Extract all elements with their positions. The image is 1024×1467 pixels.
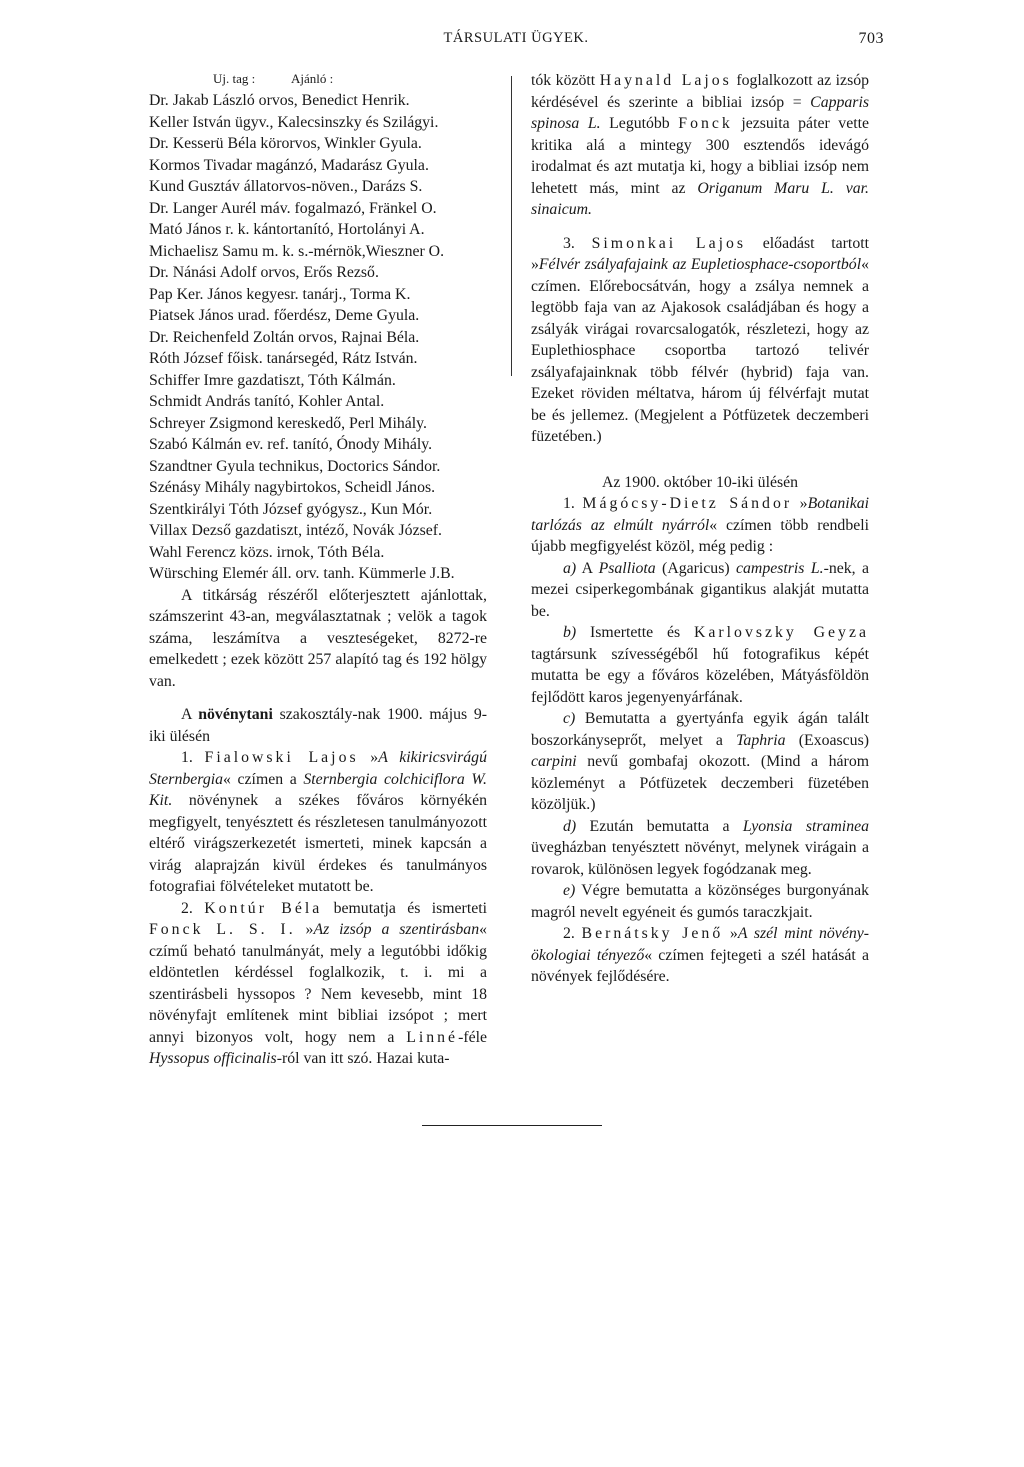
lecture-item-2: 2. Kontúr Béla bemutatja és ismerteti Fonck L. S. I. »Az izsóp a szentirásban« czímű beható tanulmányát, mely a legutóbbi időkig eldöntetlen kérdéssel foglalkozik, t. i. mi a szentirásbeli hyssopos ? Nem kevesebb, mint 18 növényfajt említenek mint bibliai izsópot ; mert annyi bizonyos volt, hogy nem a Linné-féle Hyssopus officinalis-ról van itt szó. Hazai kuta-	[149, 899, 487, 1067]
lecture-title: Félvér zsályafajaink az Eupletiosphace-csoportból	[538, 256, 862, 273]
speaker-name: Bernátsky Jenő	[581, 925, 724, 942]
column-divider	[511, 76, 512, 376]
recommender-heading: Ajánló :	[291, 71, 334, 86]
author-name: Linné	[406, 1028, 459, 1046]
speaker-name: Fialowski Lajos	[204, 749, 359, 766]
member-row: Kund Gusztáv állatorvos-növen., Darázs S.	[149, 178, 423, 195]
member-row: Wahl Ferencz közs. irnok, Tóth Béla.	[149, 543, 385, 561]
member-row: Dr. Langer Aurél máv. fogalmazó, Fränkel O.	[149, 199, 437, 217]
member-row: Szandtner Gyula technikus, Doctorics Sándor.	[149, 457, 441, 475]
species-name: Origanum Maru L. var. sinaicum.	[531, 179, 870, 218]
running-title: TÁRSULATI ÜGYEK.	[443, 30, 589, 46]
species-name: Sternbergia colchiciflora W. Kit.	[149, 770, 487, 809]
member-row: Dr. Kesserü Béla körorvos, Winkler Gyula.	[149, 135, 422, 152]
member-row: Keller István ügyv., Kalecsinszky és Szilágyi.	[149, 113, 439, 131]
member-row: Piatsek János urad. főerdész, Deme Gyula.	[149, 307, 420, 324]
member-row: Róth József főisk. tanársegéd, Rátz István.	[149, 350, 418, 367]
author-name: Fonck L. S. I.	[149, 921, 296, 938]
member-row: Szentkirályi Tóth József gyógysz., Kun Mór.	[149, 500, 433, 518]
lecture-title: Botanikai tarlózás az elmúlt nyárról	[531, 495, 869, 534]
member-row: Villax Dezső gazdatiszt, intéző, Novák József.	[149, 522, 442, 539]
member-row: Szénásy Mihály nagybirtokos, Scheidl János.	[149, 479, 436, 496]
lecture-title: A kikiricsvirágú Sternbergia	[149, 749, 487, 788]
person-name: Fonck	[678, 115, 733, 132]
member-row: Schmidt András tanító, Kohler Antal.	[149, 393, 385, 410]
person-name: Karlovszky Geyza	[693, 624, 869, 641]
member-row: Dr. Nánási Adolf orvos, Erős Rezső.	[149, 264, 379, 281]
member-list-header	[149, 70, 487, 88]
member-list	[149, 90, 487, 585]
speaker-name: Simonkai Lajos	[591, 234, 747, 252]
member-row: Michaelisz Samu m. k. s.-mérnök,Wieszner O.	[149, 242, 445, 260]
sub-item-c: c) Bemutatta a gyertyánfa egyik ágán talált boszorkányseprőt, melyet a Taphria (Exoascus) carpini nevű gombafaj okozott. (Mind a három közleményt a Pótfüzetek deczemberi füzetében közöljük.)	[531, 710, 869, 813]
section-heading: A növénytani szakosztály-nak 1900. május 9-iki ülésén	[149, 706, 487, 745]
species-name: Capparis spinosa L.	[531, 93, 869, 132]
member-row: Schiffer Imre gazdatiszt, Tóth Kálmán.	[149, 371, 396, 389]
speaker-name: Kontúr Béla	[204, 899, 323, 917]
sub-item-b: b) Ismertette és Karlovszky Geyza tagtársunk szívességéből hű fotografikus képét mutatta be egy a főváros közelében, Mátyásföldön fejlődött karos jegenyenyárfának.	[531, 624, 869, 706]
session-item-2: 2. Bernátsky Jenő »A szél mint növény-ökologiai tényező« czímen fejtegeti a szél hatását a növények fejlődésére.	[531, 925, 870, 985]
sub-item-a: a) A Psalliota (Agaricus) campestris L.-nek, a mezei csiperkegombának gigantikus alakját mutatta be.	[531, 559, 869, 620]
member-row: Schreyer Zsigmond kereskedő, Perl Mihály.	[149, 414, 427, 432]
member-row: Mató János r. k. kántortanító, Hortolányi A.	[149, 221, 425, 238]
lecture-title: A szél mint növény-ökologiai tényező	[531, 925, 870, 964]
member-row: Szabó Kálmán ev. ref. tanító, Ónody Mihály.	[149, 436, 433, 453]
person-name: Haynald Lajos	[599, 72, 732, 89]
species-name: Hyssopus officinalis	[149, 1050, 277, 1067]
member-row: Dr. Jakab László orvos, Benedict Henrik.	[149, 92, 410, 109]
end-rule	[422, 1125, 602, 1126]
lecture-item-3: 3. Simonkai Lajos előadást tartott »Félvér zsályafajaink az Eupletiosphace-csoportból« czímen. Előrebocsátván, hogy a zsálya nemnek a legtöbb faja van az Ajakosok családjában és hogy a zsályák virágai rovarcsalogatók, részletezi, hogy az Euplethiosphace csoportba tartozó telivér zsályafajainknak több félvér (hybrid) faja van. Ezeket röviden méltatva, három új félvérfajt mutat be és jellemez. (Megjelent a Pótfüzetek deczemberi füzetében.)	[531, 234, 869, 445]
continued-paragraph: tók között Haynald Lajos foglalkozott az izsóp kérdésével és szerinte a bibliai izsóp = Capparis spinosa L. Legutóbb Fonck jezsuita páter vette kritika alá a mintegy 300 esztendős idevágó irodalmat és azt mutatja ki, hogy a bibliai izsóp nem lehetett más, mint az Origanum Maru L. var. sinaicum.	[531, 72, 870, 218]
study-title: Az izsóp a szentirásban	[313, 921, 480, 938]
session-heading: Az 1900. október 10-iki ülésén	[601, 473, 799, 491]
right-column	[531, 70, 869, 988]
member-row: Kormos Tivadar magánzó, Madarász Gyula.	[149, 156, 429, 174]
secretariat-summary: A titkárság részéről előterjesztett ajánlottak, számszerint 43-an, megválasztatnak ; velök a tagok száma, leszámítva a veszteségeket, 8272-re emelkedett ; ezek között 257 alapító tag és 192 hölgy van.	[149, 586, 487, 690]
speaker-name: Mágócsy-Dietz Sándor	[582, 495, 793, 512]
member-row: Würsching Elemér áll. orv. tanh. Kümmerle J.B.	[149, 565, 455, 582]
member-row: Dr. Reichenfeld Zoltán orvos, Rajnai Béla.	[149, 328, 420, 346]
session-item-1: 1. Mágócsy-Dietz Sándor »Botanikai tarlózás az elmúlt nyárról« czímen több rendbeli újabb megfigyelést közöl, még pedig :	[531, 495, 870, 555]
member-row: Pap Ker. János kegyesr. tanárj., Torma K.	[149, 285, 411, 303]
lecture-item-1: 1. Fialowski Lajos »A kikiricsvirágú Sternbergia« czímen a Sternbergia colchiciflora W. Kit. növénynek a székes főváros környékén megfigyelt, tenyésztett és részletesen tanulmányozott eltérő virágszerkezetét ismerteti, minek kapcsán a virág alaprajzán kivül érdekes és tanulmányos fotografiai fölvételeket mutatott be.	[149, 749, 487, 895]
sub-item-d: d) Ezután bemutatta a Lyonsia straminea üvegházban tenyésztett növényt, melynek virágain a rovarok, különösen legyek fogódzanak meg.	[531, 817, 870, 878]
left-column	[149, 70, 487, 1070]
page-number: 703	[858, 30, 884, 47]
new-member-heading: Uj. tag :	[213, 71, 256, 86]
sub-item-e: e) Végre bemutatta a közönséges burgonyának magról nevelt egyéneit és gumós taraczkjait.	[531, 882, 869, 921]
